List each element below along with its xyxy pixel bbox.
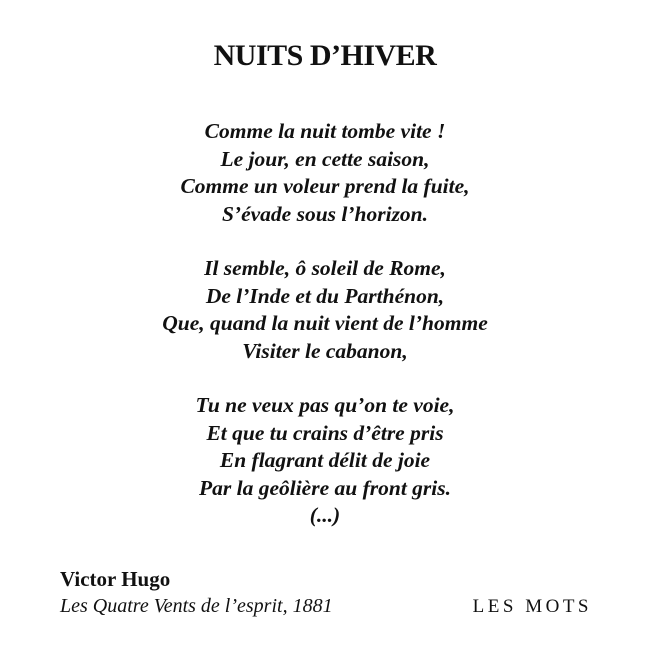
author-name: Victor Hugo xyxy=(60,567,171,591)
source-citation: Les Quatre Vents de l’esprit, 1881 xyxy=(60,595,333,617)
poem-line: En flagrant délit de joie xyxy=(219,448,431,472)
poem-ellipsis: (...) xyxy=(309,503,341,527)
poem-line: Et que tu crains d’être pris xyxy=(206,420,444,445)
stanza-2 xyxy=(0,255,650,365)
poem-body xyxy=(0,118,650,530)
poem-line: Le jour, en cette saison, xyxy=(220,146,430,171)
brand-logo: LES MOTS xyxy=(472,596,592,617)
poem-line: Par la geôlière au front gris. xyxy=(198,475,452,500)
stanza-1 xyxy=(0,118,650,228)
poem-line: Comme la nuit tombe vite ! xyxy=(204,119,446,143)
poem-line: Comme un voleur prend la fuite, xyxy=(180,174,470,198)
poem-line: Visiter le cabanon, xyxy=(242,338,408,363)
poem-line: Que, quand la nuit vient de l’homme xyxy=(162,311,488,335)
poem-line: S’évade sous l’horizon. xyxy=(221,201,429,226)
stanza-3 xyxy=(0,392,650,502)
poem-line: Tu ne veux pas qu’on te voie, xyxy=(195,393,455,417)
poem-title: NUITS D’HIVER xyxy=(213,39,437,72)
poem-line: De l’Inde et du Parthénon, xyxy=(205,283,445,308)
poem-line: Il semble, ô soleil de Rome, xyxy=(204,256,446,280)
